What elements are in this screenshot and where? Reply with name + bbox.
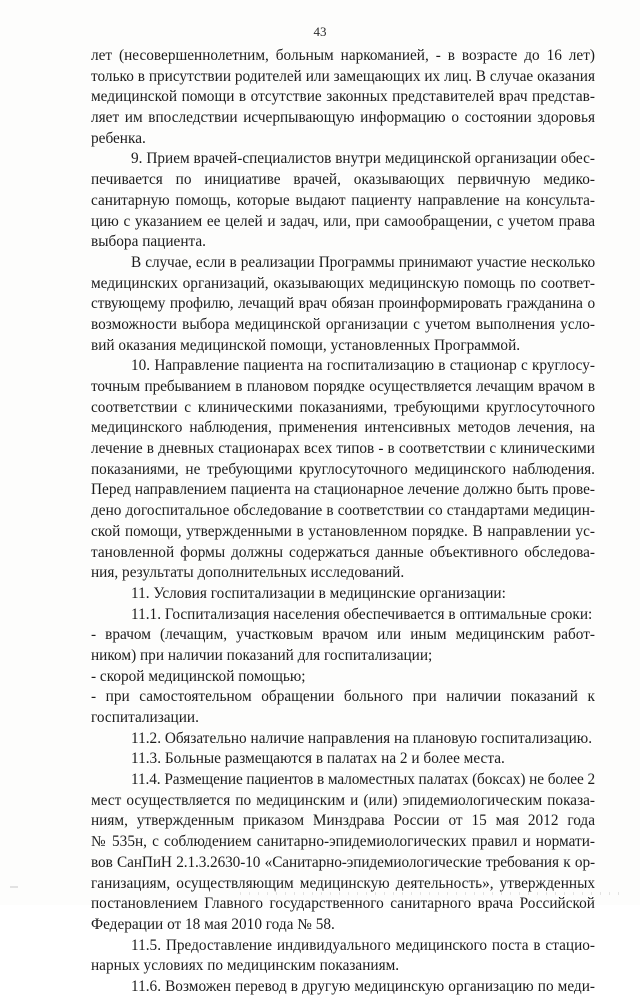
page-number: 43: [313, 24, 327, 39]
text-line: тановленной формы должны содержаться данные объективного обследова-: [91, 543, 595, 561]
text-line: соответствии с клиническими показаниями, требующими круглосуточного: [91, 398, 595, 416]
text-line: вий оказания медицинской помощи, установленных Программой.: [91, 336, 521, 354]
text-line: госпитализации.: [91, 709, 199, 726]
text-line: № 535н, с соблюдением санитарно-эпидемиологических правил и нормати-: [91, 833, 595, 851]
paragraph-11-4-line: 11.4. Размещение пациентов в маломестных палатах (боксах) не более 2: [131, 771, 595, 789]
text-line: возможности выбора медицинской организации с учетом выполнения усло-: [91, 315, 595, 333]
text-line: дено догоспитальное обследование в соответствии со стандартами медицин-: [91, 502, 595, 520]
text-line: только в присутствии родителей или замещающих их лиц. В случае оказания: [91, 67, 595, 85]
text-line: точным пребыванием в плановом порядке осуществляется лечащим врачом в: [91, 378, 595, 395]
text-line: медицинских организаций, оказывающих медицинскую помощь по соответ-: [91, 274, 595, 292]
text-line: печивается по инициативе врачей, оказывающих первичную медико-: [91, 171, 595, 189]
text-line: ганизациям, осуществляющим медицинскую деятельность», утвержденных: [91, 874, 595, 892]
paragraph-11-1-line: 11.1. Госпитализация населения обеспечивается в оптимальные сроки:: [131, 605, 593, 623]
paragraph-11-2-line: 11.2. Обязательно наличие направления на плановую госпитализацию.: [131, 729, 593, 747]
text-line: медицинского наблюдения, применения интенсивных методов лечения, на: [91, 419, 595, 437]
text-line: выбора пациента.: [91, 233, 207, 251]
text-line: ляет им впоследствии исчерпывающую информацию о состоянии здоровья: [91, 109, 595, 127]
text-line: санитарную помощь, которые выдают пациенту направление на консульта-: [91, 191, 595, 209]
text-line: показаниями, не требующими круглосуточного медицинского наблюдения.: [91, 460, 595, 478]
list-item-line: - врачом (лечащим, участковым врачом или иным медицинским работ-: [91, 626, 595, 644]
scan-artifact: [10, 886, 18, 888]
text-line: мест осуществляется по медицинским и (или) эпидемиологическим показа-: [91, 791, 595, 809]
paragraph-choice-line: В случае, если в реализации Программы принимают участие несколько: [131, 253, 595, 271]
list-item-line: - при самостоятельном обращении больного при наличии показаний к: [91, 688, 595, 706]
text-line: ния, результаты дополнительных исследований.: [91, 564, 405, 582]
text-line: лет (несовершеннолетним, больным наркоманией, - в возрасте до 16 лет): [91, 47, 595, 64]
text-line: нарных условиях по медицинским показаниям.: [91, 957, 400, 975]
paragraph-9-line: 9. Прием врачей-специалистов внутри медицинской организации обес-: [131, 150, 595, 168]
text-line: медицинской помощи в отсутствие законных представителей врач представ-: [91, 88, 595, 106]
text-line: ником) при наличии показаний для госпитализации;: [91, 646, 433, 664]
list-item-line: - скорой медицинской помощью;: [91, 667, 306, 685]
scan-artifact: [240, 892, 620, 895]
text-line: постановлением Главного государственного санитарного врача Российской: [91, 895, 595, 913]
paragraph-10-line: 10. Направление пациента на госпитализацию в стационар с круглосу-: [131, 357, 595, 375]
text-line: ниям, утвержденным приказом Минздрава России от 15 мая 2012 года: [91, 812, 595, 830]
text-line: ской помощи, утвержденными в установленном порядке. В направлении ус-: [91, 522, 595, 540]
text-line: Федерации от 18 мая 2010 года № 58.: [91, 915, 335, 933]
text-line: лечение в дневных стационарах всех типов - в соответствии с клиническими: [91, 440, 595, 458]
text-line: Перед направлением пациента на стационарное лечение должно быть прове-: [91, 481, 595, 499]
text-line: ствующему профилю, лечащий врач обязан проинформировать гражданина о: [91, 295, 595, 313]
paragraph-11-5-line: 11.5. Предоставление индивидуального медицинского поста в стацио-: [131, 936, 595, 954]
text-line: вов СанПиН 2.1.3.2630-10 «Санитарно-эпидемиологические требования к ор-: [91, 853, 595, 871]
paragraph-11-6-line: 11.6. Возможен перевод в другую медицинскую организацию по меди-: [131, 977, 595, 995]
paragraph-11-heading: 11. Условия госпитализации в медицинские организации:: [131, 584, 506, 602]
paragraph-11-3-line: 11.3. Больные размещаются в палатах на 2 и более места.: [131, 750, 505, 768]
body-text: [91, 46, 595, 998]
text-line: цию с указанием ее целей и задач, или, при самообращении, с учетом права: [91, 212, 595, 230]
text-line: ребенка.: [91, 129, 146, 147]
